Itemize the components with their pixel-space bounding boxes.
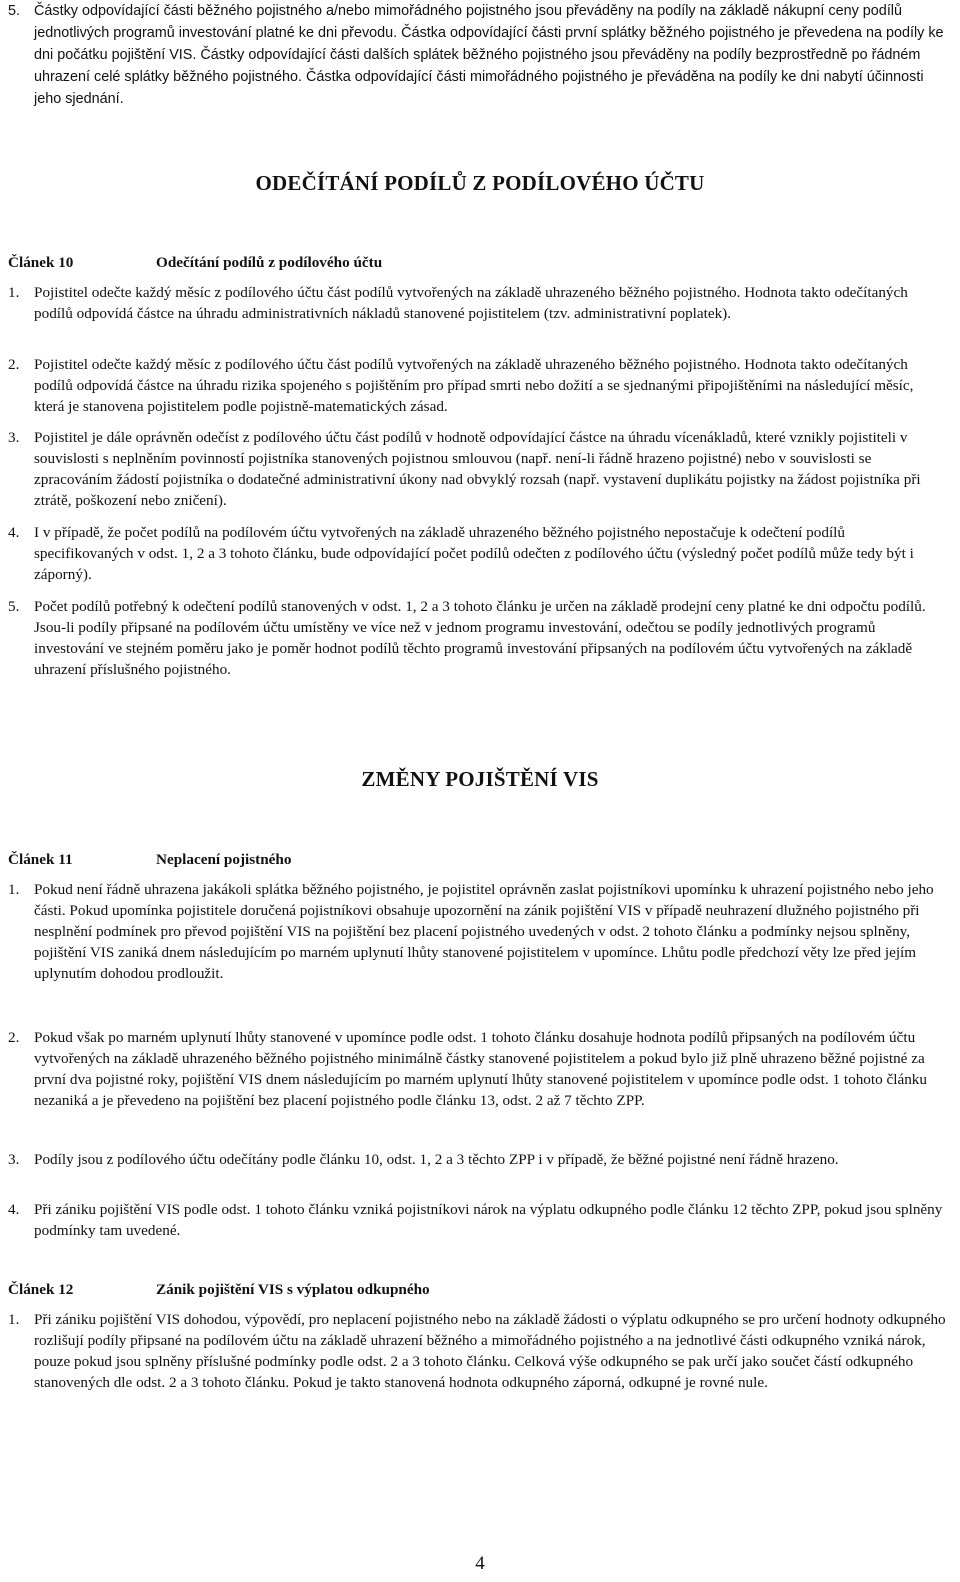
article-label: Článek 10 [8,254,74,271]
article-title: Neplacení pojistného [156,851,292,868]
item-number: 3. [8,429,20,446]
item-text: Při zániku pojištění VIS podle odst. 1 tohoto článku vzniká pojistníkovi nárok na výplatu odkupného podle článku 12 těchto ZPP, pokud jsou splněny podmínky tam uvedené. [34,1201,943,1239]
item-text: Pojistitel je dále oprávněn odečíst z podílového účtu část podílů v hodnotě odpovídající částce na úhradu vícenákladů, které vznikly pojistiteli v souvislosti s neplněním povinností pojistníka stanovených pojistnou smlouvou (např. není-li řádně hrazeno pojistné) nebo v souvislosti se zpracováním žádostí pojistníka o dodatečné administrativní úkony nad obvyklý rozsah (např. vystavení duplikátu pojistky na žádost pojistníka při ztrátě, poškození nebo zničení). [34,429,921,509]
item-text: Pojistitel odečte každý měsíc z podílového účtu část podílů vytvořených na základě uhrazeného běžného pojistného. Hodnota takto odečítaných podílů odpovídá částce na úhradu administrativních nákladů stanovené pojistitelem (tzv. administrativní poplatek). [34,284,908,322]
item-number: 1. [8,881,20,898]
item-text: I v případě, že počet podílů na podílovém účtu vytvořených na základě uhrazeného běžného pojistného nepostačuje k odečtení podílů specifikovaných v odst. 1, 2 a 3 tohoto článku, bude odpovídající počet podílů odečten z podílového účtu (výsledný počet podílů může tedy být i záporný). [34,524,914,583]
item-text: Pokud však po marném uplynutí lhůty stanovené v upomínce podle odst. 1 tohoto článku dosahuje hodnota podílů připsaných na podílovém účtu vytvořených na základě uhrazeného běžného pojistného minimálně částky stanovené pojistitelem a pokud bylo již plně uhrazeno běžné pojistné za první dva pojistné roky, pojištění VIS dnem následujícím po marném uplynutí lhůty stanovené pojistitelem v upomínce podle odst. 1 tohoto článku nezaniká a je převedeno na pojištění bez placení pojistného podle článku 13, odst. 2 až 7 těchto ZPP. [34,1029,927,1109]
article-title: Odečítání podílů z podílového účtu [156,254,383,271]
item-text: Pokud není řádně uhrazena jakákoli splátka běžného pojistného, je pojistitel oprávněn zaslat pojistníkovi upomínku k uhrazení pojistného nebo jeho části. Pokud upomínka pojistitele doručená pojistníkovi obsahuje upozornění na zánik pojištění VIS v případě neuhrazení dlužného pojistného při nesplnění podmínek pro převod pojištění VIS na pojištění bez placení pojistného uvedených v odst. 2 tohoto článku a podmínky nejsou splněny, pojištění VIS zaniká dnem následujícím po marném uplynutí lhůty stanovené pojistitelem v upomínce. Lhůtu podle předchozí věty lze před jejím uplynutím dohodou prodloužit. [34,881,934,982]
list-item [8,1149,946,1170]
list-item [8,0,946,110]
list-item [8,879,946,984]
list-item [8,596,946,680]
item-text: Podíly jsou z podílového účtu odečítány podle článku 10, odst. 1, 2 a 3 těchto ZPP i v případě, že běžné pojistné není řádně hrazeno. [34,1151,839,1168]
item-number: 5. [8,3,21,19]
list-item [8,1309,946,1393]
item-text: Počet podílů potřebný k odečtení podílů stanovených v odst. 1, 2 a 3 tohoto článku je určen na základě prodejní ceny platné ke dni odpočtu podílů. Jsou-li podíly připsané na podílovém účtu umístěny ve více než v jednom programu investování, odečtou se podíly jednotlivých programů investování ve stejném poměru jako je poměr hodnot podílů těchto programů investování připsaných na podílovém účtu vytvořených na základě uhrazení příslušného pojistného. [34,598,926,678]
article-label: Článek 11 [8,851,73,868]
item-number: 2. [8,1029,20,1046]
item-number: 2. [8,356,20,373]
item-number: 4. [8,524,20,541]
item-number: 1. [8,1311,20,1328]
item-number: 4. [8,1201,20,1218]
item-text: Při zániku pojištění VIS dohodou, výpovědí, pro neplacení pojistného nebo na základě žádosti o výplatu odkupného se pro určení hodnoty odkupného rozlišují podíly připsané na podílovém účtu na základě uhrazení běžného a mimořádného pojistného a na jednotlivé části odkupného vzniká nárok, pouze pokud jsou splněny příslušné podmínky podle odst. 2 a 3 tohoto článku. Celková výše odkupného se pak určí jako součet částí odkupného stanovených dle odst. 2 a 3 tohoto článku. Pokud je takto stanovená hodnota odkupného záporná, odkupné je rovné nule. [34,1311,946,1391]
list-item [8,1027,946,1111]
item-number: 5. [8,598,20,615]
article-title: Zánik pojištění VIS s výplatou odkupného [156,1281,430,1298]
list-item [8,354,946,417]
list-item [8,427,946,511]
section-heading: ODEČÍTÁNÍ PODÍLŮ Z PODÍLOVÉHO ÚČTU [255,171,705,195]
list-item [8,1199,946,1241]
item-number: 1. [8,284,20,301]
list-item [8,282,946,324]
item-text: Pojistitel odečte každý měsíc z podílového účtu část podílů vytvořených na základě uhrazeného běžného pojistného. Hodnota takto odečítaných podílů odpovídá částce na úhradu rizika spojeného s pojištěním pro případ smrti nebo dožití a se sjednanými připojištěními na následující měsíc, která je stanovena pojistitelem podle pojistně-matematických zásad. [34,356,914,415]
list-item [8,522,946,585]
item-number: 3. [8,1151,20,1168]
item-text: Částky odpovídající části běžného pojistného a/nebo mimořádného pojistného jsou převáděny na podíly na základě nákupní ceny podílů jednotlivých programů investování platné ke dni převodu. Částka odpovídající části první splátky běžného pojistného je převedena na podíly ke dni počátku pojištění VIS. Částky odpovídající části dalších splátek běžného pojistného jsou převáděny na podíly bezprostředně po řádném uhrazení celé splátky běžného pojistného. Částka odpovídající části mimořádného pojistného je převáděna na podíly ke dni nabytí účinnosti jeho sjednání. [34,3,944,107]
article-label: Článek 12 [8,1281,74,1298]
page-number: 4 [475,1553,485,1574]
section-heading: ZMĚNY POJIŠTĚNÍ VIS [361,767,599,791]
